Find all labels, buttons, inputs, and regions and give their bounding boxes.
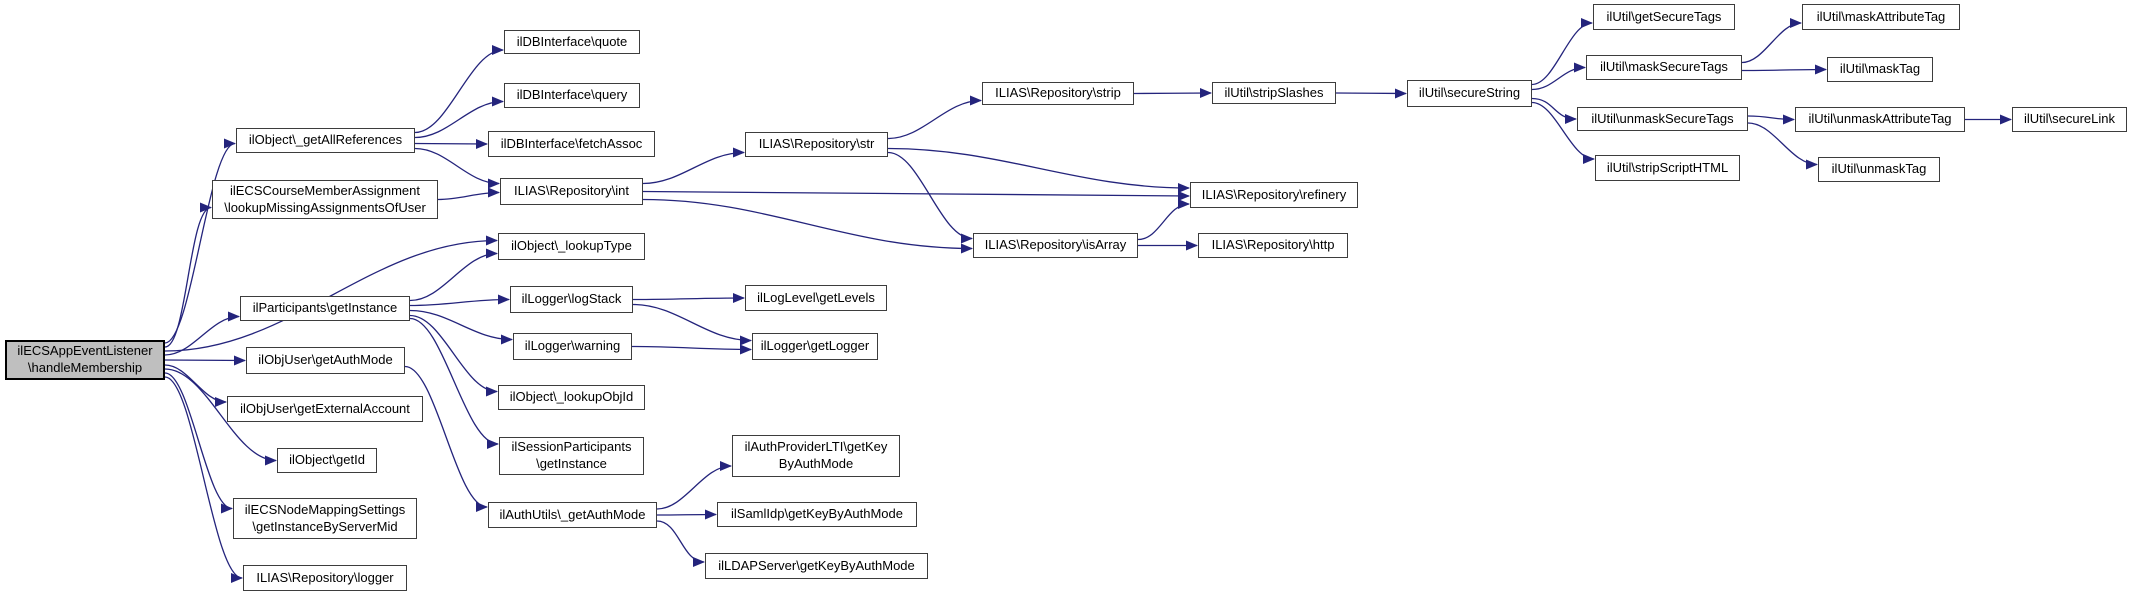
edge-root-to-ecsNodeMapping — [165, 373, 232, 509]
node-label: ilUtil\unmaskAttributeTag — [1808, 111, 1952, 127]
node-label: ilSamlIdp\getKeyByAuthMode — [731, 506, 903, 522]
edge-str-to-isArray — [888, 153, 972, 239]
node-lookupMissing[interactable] — [212, 180, 438, 219]
node-secureString[interactable] — [1407, 80, 1532, 107]
edge-authUtils-to-ldapServer — [657, 521, 704, 562]
edge-authUtils-to-samlIdp — [657, 515, 716, 516]
edge-int-to-isArray — [643, 200, 972, 249]
edge-logStack-to-getLogger — [633, 305, 751, 341]
node-objectGetId[interactable] — [277, 448, 377, 473]
edge-getAllReferences-to-fetchAssoc — [415, 144, 487, 145]
node-label: ilObjUser\getAuthMode — [258, 352, 393, 368]
edge-unmaskSecureTags-to-unmaskAttributeTag — [1748, 116, 1794, 120]
edge-objUserGetAuthMode-to-authUtils — [405, 367, 487, 508]
node-label: ILIAS\Repository\strip — [995, 85, 1121, 101]
node-label: ilParticipants\getInstance — [252, 300, 398, 316]
node-stripSlashes[interactable] — [1212, 82, 1336, 104]
edge-secureString-to-maskSecureTags — [1532, 68, 1585, 90]
node-label: ILIAS\Repository\int — [514, 183, 629, 199]
node-http[interactable] — [1198, 233, 1348, 258]
node-label: ILIAS\Repository\isArray — [984, 237, 1127, 253]
edge-int-to-refinery — [643, 192, 1189, 197]
edge-root-to-getAllReferences — [165, 144, 235, 344]
node-strip[interactable] — [982, 82, 1134, 105]
node-label: ilObjUser\getExternalAccount — [240, 400, 410, 416]
node-objUserGetAuthMode[interactable] — [246, 347, 405, 374]
node-quote[interactable] — [504, 30, 640, 54]
node-isArray[interactable] — [973, 233, 1138, 258]
edge-maskSecureTags-to-maskAttributeTag — [1742, 23, 1801, 63]
node-unmaskAttributeTag[interactable] — [1795, 107, 1965, 132]
node-label: ilECSAppEventListener — [17, 343, 153, 359]
node-label: \lookupMissingAssignmentsOfUser — [224, 199, 426, 215]
node-label: ByAuthMode — [778, 456, 854, 471]
node-label: ilLogger\getLogger — [760, 338, 870, 354]
node-samlIdp[interactable] — [717, 502, 917, 527]
node-label: ilDBInterface\query — [516, 87, 628, 103]
node-authUtils[interactable] — [488, 502, 657, 528]
node-label: ilUtil\maskSecureTags — [1600, 59, 1728, 75]
node-label: ilECSCourseMemberAssignment — [229, 182, 420, 198]
node-label: ilUtil\secureString — [1418, 85, 1521, 101]
node-label: ilUtil\unmaskTag — [1831, 161, 1927, 177]
edge-maskSecureTags-to-maskTag — [1742, 70, 1826, 71]
node-label: ilUtil\stripScriptHTML — [1606, 159, 1729, 175]
edge-getAllReferences-to-int — [415, 149, 499, 184]
node-participantsGetInstance[interactable] — [240, 296, 410, 321]
edge-stripSlashes-to-secureString — [1336, 93, 1406, 94]
node-getAllReferences[interactable] — [236, 128, 415, 153]
node-str[interactable] — [745, 132, 888, 157]
node-maskTag[interactable] — [1827, 57, 1933, 82]
node-label: ilObject\_getAllReferences — [248, 132, 403, 148]
node-stripScriptHTML[interactable] — [1595, 155, 1740, 181]
node-getExternalAccount[interactable] — [227, 396, 423, 422]
node-unmaskTag[interactable] — [1818, 157, 1940, 182]
edge-root-to-objUserGetAuthMode — [165, 360, 245, 361]
node-label: ilObject\_lookupType — [511, 238, 632, 254]
node-label: ilAuthUtils\_getAuthMode — [499, 506, 646, 522]
edge-root-to-participantsGetInstance — [165, 317, 239, 356]
node-label: ilDBInterface\fetchAssoc — [500, 135, 643, 151]
node-label: ilSessionParticipants — [511, 439, 632, 455]
node-repoLogger[interactable] — [243, 565, 407, 591]
node-maskSecureTags[interactable] — [1586, 55, 1742, 80]
node-label: ilUtil\stripSlashes — [1224, 84, 1324, 100]
node-label: ILIAS\Repository\http — [1211, 237, 1335, 253]
edge-root-to-lookupMissing — [165, 208, 211, 348]
edge-lookupMissing-to-int — [438, 193, 499, 200]
node-label: ilECSNodeMappingSettings — [244, 501, 406, 517]
node-maskAttributeTag[interactable] — [1802, 4, 1960, 30]
node-label: ILIAS\Repository\refinery — [1201, 186, 1347, 202]
node-warning[interactable] — [513, 333, 632, 360]
edge-logStack-to-getLevels — [633, 298, 744, 300]
node-label: \getInstance — [536, 456, 607, 471]
node-label: ilUtil\maskTag — [1839, 61, 1921, 77]
node-label: \handleMembership — [27, 360, 143, 375]
node-lookupType[interactable] — [498, 233, 645, 260]
node-label: ilAuthProviderLTI\getKey — [744, 439, 888, 455]
node-label: ilDBInterface\quote — [516, 33, 628, 49]
node-label: ILIAS\Repository\str — [758, 136, 875, 152]
node-label: ilUtil\maskAttributeTag — [1816, 8, 1946, 24]
edge-secureString-to-getSecureTags — [1532, 23, 1592, 85]
node-label: ilLogger\logStack — [521, 291, 622, 307]
node-label: \getInstanceByServerMid — [252, 518, 398, 534]
edge-int-to-str — [643, 153, 744, 184]
node-fetchAssoc[interactable] — [488, 131, 655, 157]
edge-strip-to-stripSlashes — [1134, 93, 1211, 94]
node-label: ilObject\getId — [289, 452, 365, 468]
node-unmaskSecureTags[interactable] — [1577, 107, 1748, 131]
edge-participantsGetInstance-to-logStack — [410, 300, 509, 306]
node-authProviderLTI[interactable] — [732, 435, 900, 477]
node-sessionGetInstance[interactable] — [499, 437, 644, 475]
node-label: ilLogger\warning — [524, 338, 621, 354]
node-int[interactable] — [500, 178, 643, 205]
node-label: ilUtil\unmaskSecureTags — [1591, 110, 1734, 126]
node-root — [5, 340, 165, 380]
edge-secureString-to-unmaskSecureTags — [1532, 99, 1576, 120]
node-ldapServer[interactable] — [705, 553, 928, 579]
edge-isArray-to-refinery — [1138, 204, 1189, 240]
edge-participantsGetInstance-to-lookupType — [410, 254, 497, 301]
node-getLevels[interactable] — [745, 285, 887, 311]
edge-str-to-strip — [888, 101, 981, 139]
node-secureLink[interactable] — [2012, 107, 2127, 132]
node-label: ILIAS\Repository\logger — [256, 569, 394, 585]
node-label: ilUtil\secureLink — [2023, 111, 2116, 127]
node-getSecureTags[interactable] — [1593, 4, 1735, 30]
edge-warning-to-getLogger — [632, 347, 751, 350]
node-lookupObjId[interactable] — [498, 385, 645, 410]
node-logStack[interactable] — [510, 286, 633, 313]
node-query[interactable] — [504, 83, 640, 108]
node-label: ilLogLevel\getLevels — [757, 289, 875, 305]
node-getLogger[interactable] — [752, 333, 878, 360]
edge-str-to-refinery — [888, 149, 1189, 189]
node-ecsNodeMapping[interactable] — [233, 498, 417, 539]
node-label: ilLDAPServer\getKeyByAuthMode — [718, 557, 915, 573]
node-label: ilUtil\getSecureTags — [1606, 8, 1722, 24]
edge-participantsGetInstance-to-warning — [410, 311, 512, 340]
node-refinery[interactable] — [1190, 182, 1358, 208]
node-label: ilObject\_lookupObjId — [509, 389, 634, 405]
